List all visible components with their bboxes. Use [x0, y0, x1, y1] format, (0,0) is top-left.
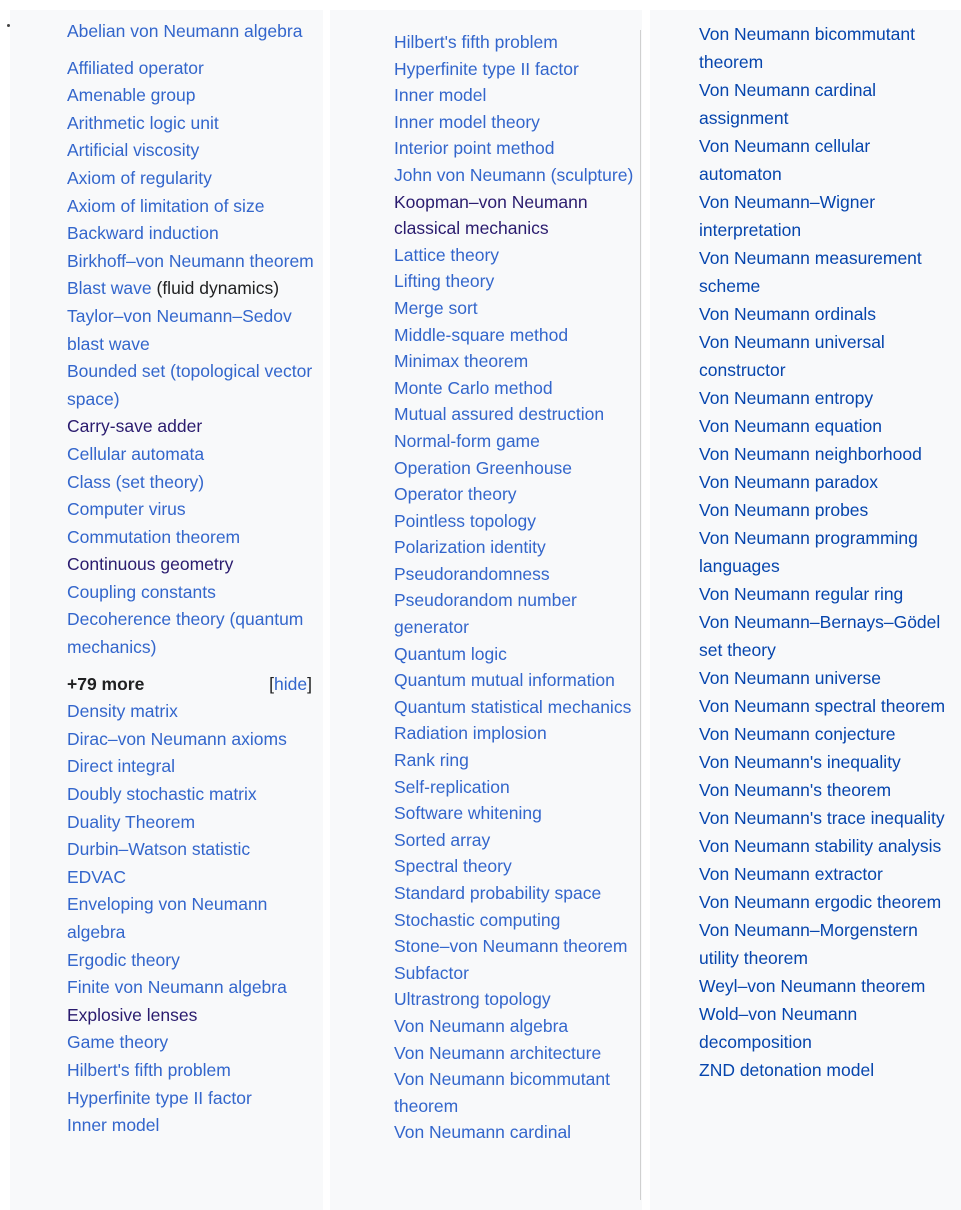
article-link[interactable] — [394, 1119, 639, 1146]
article-link-label[interactable]: Von Neumann regular ring — [699, 584, 904, 604]
article-link-label[interactable]: Operator theory — [394, 484, 517, 505]
article-link[interactable] — [67, 891, 317, 946]
article-link-label[interactable]: Monte Carlo method — [394, 377, 553, 398]
article-link-label[interactable]: Pseudorandom number generator — [394, 590, 577, 638]
article-link-label[interactable]: Birkhoff–von Neumann theorem — [67, 250, 314, 271]
article-link-label[interactable]: Von Neumann bicommutant theorem — [699, 24, 915, 72]
article-link-label[interactable]: Minimax theorem — [394, 351, 529, 372]
article-link[interactable] — [67, 358, 317, 413]
article-link[interactable] — [699, 860, 949, 888]
article-link[interactable] — [394, 82, 639, 109]
article-link-label[interactable]: Quantum logic — [394, 643, 507, 664]
article-link[interactable] — [394, 322, 639, 349]
article-link-label[interactable]: Von Neumann's trace inequality — [699, 808, 945, 828]
article-link-label[interactable]: Continuous geometry — [67, 554, 234, 575]
article-link[interactable] — [394, 800, 639, 827]
article-link-label[interactable]: Stochastic computing — [394, 909, 561, 930]
article-link[interactable] — [67, 974, 317, 1002]
article-link[interactable] — [699, 132, 949, 188]
article-link[interactable] — [394, 720, 639, 747]
article-link-label[interactable]: Von Neumann ergodic theorem — [699, 892, 942, 912]
article-link[interactable] — [67, 469, 317, 497]
article-link[interactable] — [394, 348, 639, 375]
article-link-label[interactable]: Decoherence theory (quantum mechanics) — [67, 609, 304, 658]
article-link-label[interactable]: Von Neumann conjecture — [699, 724, 896, 744]
article-link[interactable] — [67, 110, 317, 138]
article-link[interactable] — [394, 29, 639, 56]
article-link-label[interactable]: Von Neumann extractor — [699, 864, 883, 884]
article-link-label[interactable]: Axiom of regularity — [67, 167, 212, 188]
article-link[interactable] — [394, 135, 639, 162]
more-toggle-row — [67, 671, 312, 699]
article-link-label[interactable]: Bounded set (topological vector space) — [67, 361, 313, 409]
article-link[interactable] — [394, 455, 639, 482]
article-link-label[interactable]: Rank ring — [394, 750, 469, 771]
article-link[interactable] — [67, 248, 317, 276]
article-link[interactable] — [67, 698, 317, 726]
column-divider — [640, 30, 641, 1200]
article-link[interactable] — [394, 880, 639, 907]
article-link[interactable] — [67, 1029, 317, 1057]
article-link[interactable] — [394, 1040, 639, 1067]
article-link-label[interactable]: Density matrix — [67, 701, 178, 722]
article-link-label[interactable]: Von Neumann cellular automaton — [699, 136, 871, 184]
article-link-label[interactable]: Ergodic theory — [67, 949, 180, 970]
article-link[interactable] — [67, 551, 317, 579]
article-link-label[interactable]: Von Neumann bicommutant theorem — [394, 1069, 610, 1116]
article-link-label[interactable]: Durbin–Watson statistic — [67, 839, 251, 860]
article-link-label[interactable]: Pointless topology — [394, 510, 537, 531]
article-link-label[interactable]: Von Neumann cardinal assignment — [699, 80, 877, 128]
article-link-label[interactable]: Von Neumann spectral theorem — [699, 696, 946, 716]
article-link[interactable] — [699, 1056, 949, 1084]
article-link-label[interactable]: Operation Greenhouse — [394, 457, 573, 478]
article-link-label[interactable]: Interior point method — [394, 138, 555, 159]
article-link[interactable] — [699, 524, 949, 580]
article-link[interactable] — [394, 375, 639, 402]
article-link-label[interactable]: Taylor–von Neumann–Sedov blast wave — [67, 305, 292, 354]
article-link[interactable] — [394, 508, 639, 535]
article-link[interactable] — [67, 496, 317, 524]
article-link[interactable] — [394, 1013, 639, 1040]
article-link[interactable] — [394, 587, 639, 640]
column-3-list — [699, 20, 949, 1084]
article-link[interactable] — [699, 804, 949, 832]
article-link-label[interactable]: Abelian von Neumann algebra — [67, 21, 303, 41]
article-link-label[interactable]: Von Neumann algebra — [394, 1015, 569, 1036]
article-link[interactable] — [699, 832, 949, 860]
article-link-label[interactable]: Von Neumann's theorem — [699, 780, 892, 800]
article-link-label[interactable]: Von Neumann architecture — [394, 1042, 602, 1063]
article-link-label[interactable]: John von Neumann (sculpture) — [394, 164, 634, 185]
article-link-label[interactable]: Quantum mutual information — [394, 670, 615, 691]
article-link[interactable] — [67, 165, 317, 193]
article-link[interactable] — [699, 916, 949, 972]
article-link[interactable] — [699, 608, 949, 664]
article-link-label[interactable]: Cellular automata — [67, 443, 205, 464]
more-count-label: +79 more — [67, 673, 145, 694]
article-link-label[interactable]: Radiation implosion — [394, 723, 547, 744]
article-link-label[interactable]: Polarization identity — [394, 537, 546, 558]
article-link-label[interactable]: Von Neumann–Morgenstern utility theorem — [699, 920, 918, 968]
article-link[interactable] — [699, 20, 949, 76]
article-link[interactable] — [67, 220, 317, 248]
article-link-label[interactable]: Middle-square method — [394, 324, 569, 345]
article-link-label[interactable]: Lattice theory — [394, 244, 500, 265]
article-link[interactable] — [67, 1002, 317, 1030]
article-link[interactable] — [67, 18, 317, 46]
article-link[interactable] — [699, 468, 949, 496]
article-link-label[interactable]: Von Neumann equation — [699, 416, 882, 436]
article-link-label[interactable]: Quantum statistical mechanics — [394, 696, 632, 717]
article-link-label[interactable]: Game theory — [67, 1032, 169, 1053]
article-link-label[interactable]: Self-replication — [394, 776, 510, 797]
article-link-label[interactable]: Hyperfinite type II factor — [67, 1087, 252, 1108]
article-link-label[interactable]: Hilbert's fifth problem — [67, 1059, 231, 1080]
article-link[interactable] — [394, 561, 639, 588]
article-link-label[interactable]: Artificial viscosity — [67, 140, 200, 161]
article-link-label[interactable]: Commutation theorem — [67, 526, 241, 547]
article-link-label[interactable]: Normal-form game — [394, 430, 540, 451]
article-link-label[interactable]: Merge sort — [394, 297, 478, 318]
article-link-label[interactable]: Hyperfinite type II factor — [394, 58, 579, 79]
article-link-label[interactable]: Direct integral — [67, 756, 175, 777]
article-link-label[interactable]: Wold–von Neumann decomposition — [699, 1004, 858, 1052]
article-link-label[interactable]: Computer virus — [67, 499, 186, 520]
stray-mark — [7, 24, 10, 27]
article-link-label[interactable]: Subfactor — [394, 962, 469, 983]
article-link-label[interactable]: Von Neumann universe — [699, 668, 881, 688]
article-link[interactable] — [699, 412, 949, 440]
article-link[interactable] — [394, 667, 639, 694]
article-link[interactable] — [67, 864, 317, 892]
article-link-label[interactable]: Stone–von Neumann theorem — [394, 936, 628, 957]
article-link[interactable] — [394, 428, 639, 455]
article-link[interactable] — [67, 809, 317, 837]
article-link[interactable] — [699, 496, 949, 524]
article-link-label[interactable]: Inner model theory — [394, 111, 540, 132]
article-link-label[interactable]: Explosive lenses — [67, 1004, 198, 1025]
article-link-label[interactable]: Ultrastrong topology — [394, 989, 551, 1010]
article-link[interactable] — [67, 1057, 317, 1085]
article-link-label[interactable]: Standard probability space — [394, 883, 602, 903]
article-link[interactable] — [699, 300, 949, 328]
article-link-label[interactable]: Blast wave — [67, 278, 152, 299]
article-link-label[interactable]: Amenable group — [67, 85, 196, 106]
article-link[interactable] — [67, 441, 317, 469]
article-link-label[interactable]: Finite von Neumann algebra — [67, 977, 287, 998]
article-link[interactable] — [394, 694, 639, 721]
article-link[interactable] — [67, 1085, 317, 1113]
article-link-label[interactable]: Arithmetic logic unit — [67, 112, 219, 133]
article-link[interactable] — [394, 401, 639, 428]
article-link-label[interactable]: Pseudorandomness — [394, 563, 550, 584]
article-link[interactable] — [394, 268, 639, 295]
article-link[interactable] — [699, 440, 949, 468]
article-link[interactable] — [67, 524, 317, 552]
article-link-label[interactable]: Coupling constants — [67, 581, 216, 602]
column-2-list — [394, 29, 639, 1146]
article-link[interactable] — [394, 1066, 639, 1119]
article-link-label[interactable]: Hilbert's fifth problem — [394, 32, 558, 52]
article-link-label[interactable]: Backward induction — [67, 223, 219, 244]
article-link[interactable] — [67, 275, 317, 303]
article-link-label[interactable]: Dirac–von Neumann axioms — [67, 728, 287, 749]
article-link[interactable] — [699, 580, 949, 608]
article-link-label[interactable]: Von Neumann neighborhood — [699, 444, 922, 464]
article-link[interactable] — [394, 534, 639, 561]
article-link[interactable] — [394, 162, 639, 189]
article-link-label[interactable]: Class (set theory) — [67, 471, 205, 492]
article-link[interactable] — [67, 137, 317, 165]
article-link-label[interactable]: ZND detonation model — [699, 1060, 875, 1080]
article-link-label[interactable]: Weyl–von Neumann theorem — [699, 976, 926, 996]
article-link-label[interactable]: Von Neumann measurement scheme — [699, 248, 922, 296]
article-link[interactable] — [699, 664, 949, 692]
article-link-label[interactable]: EDVAC — [67, 866, 126, 887]
article-link[interactable] — [394, 853, 639, 880]
article-link[interactable] — [67, 579, 317, 607]
article-link[interactable] — [67, 753, 317, 781]
article-link-label[interactable]: Koopman–von Neumann classical mechanics — [394, 191, 588, 239]
article-link-label[interactable]: Von Neumann's inequality — [699, 752, 901, 772]
article-link[interactable] — [699, 76, 949, 132]
article-link-label[interactable]: Von Neumann stability analysis — [699, 836, 942, 856]
hide-link[interactable]: hide — [274, 673, 308, 694]
article-link[interactable] — [67, 836, 317, 864]
article-link-label[interactable]: Inner model — [394, 85, 487, 106]
article-link[interactable] — [699, 720, 949, 748]
hide-toggle[interactable]: [hide] — [269, 673, 312, 694]
article-link-label[interactable]: Sorted array — [394, 829, 491, 850]
article-link[interactable] — [394, 907, 639, 934]
article-link[interactable] — [67, 781, 317, 809]
article-link[interactable] — [394, 774, 639, 801]
article-link[interactable] — [67, 1112, 317, 1140]
article-link[interactable] — [699, 692, 949, 720]
article-link-label[interactable]: Axiom of limitation of size — [67, 195, 265, 216]
article-link-label[interactable]: Doubly stochastic matrix — [67, 784, 257, 805]
article-link[interactable] — [67, 726, 317, 754]
article-link-label[interactable]: Mutual assured destruction — [394, 404, 605, 425]
article-link[interactable] — [394, 481, 639, 508]
article-link-label[interactable]: Lifting theory — [394, 271, 495, 292]
article-link[interactable] — [67, 193, 317, 221]
article-link-label[interactable]: Spectral theory — [394, 856, 512, 877]
article-link[interactable] — [67, 606, 317, 661]
article-link[interactable] — [67, 947, 317, 975]
article-link[interactable] — [67, 303, 317, 358]
article-link[interactable] — [699, 1000, 949, 1056]
article-link-label[interactable]: Von Neumann–Bernays–Gödel set theory — [699, 612, 941, 660]
article-link-label[interactable]: Carry-save adder — [67, 416, 203, 437]
article-link-label[interactable]: Von Neumann ordinals — [699, 304, 877, 324]
article-link[interactable] — [394, 960, 639, 987]
article-link[interactable] — [67, 413, 317, 441]
article-link[interactable] — [394, 189, 639, 242]
article-link[interactable] — [699, 748, 949, 776]
article-link-label[interactable]: Duality Theorem — [67, 811, 196, 832]
article-link[interactable] — [394, 56, 639, 83]
article-link-label[interactable]: Von Neumann probes — [699, 500, 869, 520]
article-link[interactable] — [699, 776, 949, 804]
article-link-label[interactable]: Affiliated operator — [67, 57, 204, 78]
article-link[interactable] — [394, 295, 639, 322]
article-link-label[interactable]: Enveloping von Neumann algebra — [67, 894, 268, 942]
article-link[interactable] — [394, 242, 639, 269]
article-link[interactable] — [699, 972, 949, 1000]
article-link-label[interactable]: Von Neumann programming languages — [699, 528, 918, 576]
article-link[interactable] — [699, 384, 949, 412]
article-link-label[interactable]: Von Neumann cardinal — [394, 1122, 572, 1143]
article-link-label[interactable]: Inner model — [67, 1115, 160, 1136]
article-link-label[interactable]: Von Neumann entropy — [699, 388, 874, 408]
article-link[interactable] — [394, 641, 639, 668]
article-link[interactable] — [394, 747, 639, 774]
column-1-list — [67, 18, 317, 1140]
article-link[interactable] — [394, 933, 639, 960]
article-qualifier: (fluid dynamics) — [151, 278, 280, 299]
article-link-label[interactable]: Von Neumann universal constructor — [699, 332, 885, 380]
article-link-label[interactable]: Von Neumann–Wigner interpretation — [699, 192, 876, 240]
article-link[interactable] — [67, 82, 317, 110]
article-link[interactable] — [699, 188, 949, 244]
article-link[interactable] — [699, 328, 949, 384]
article-link[interactable] — [699, 888, 949, 916]
article-link[interactable] — [67, 55, 317, 83]
article-link-label[interactable]: Software whitening — [394, 803, 542, 824]
article-link[interactable] — [394, 986, 639, 1013]
article-link[interactable] — [699, 244, 949, 300]
article-link-label[interactable]: Von Neumann paradox — [699, 472, 879, 492]
article-link[interactable] — [394, 827, 639, 854]
article-link[interactable] — [394, 109, 639, 136]
